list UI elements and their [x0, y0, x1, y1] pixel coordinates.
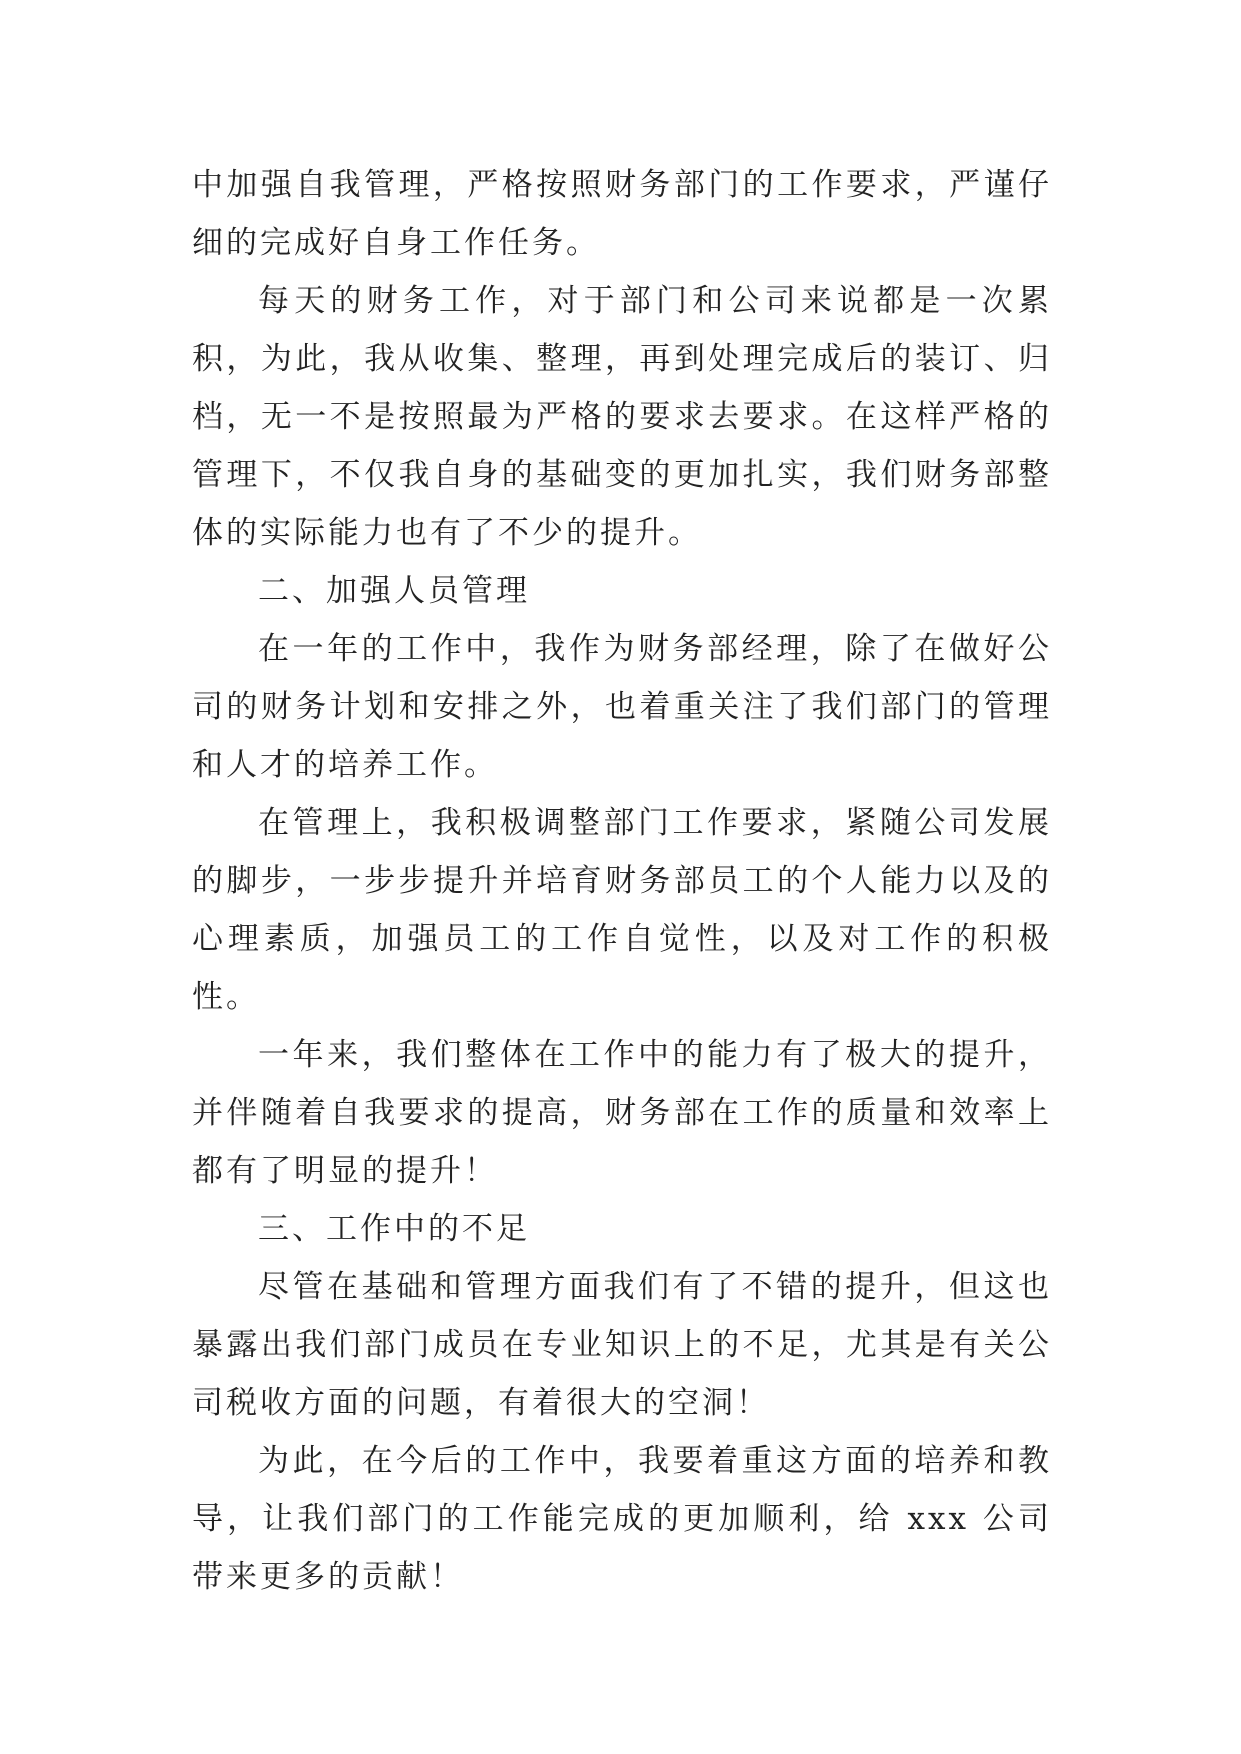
section-heading-personnel-management: 二、加强人员管理: [258, 573, 530, 609]
paragraph-shortcomings-detail: 尽管在基础和管理方面我们有了不错的提升，但这也暴露出我们部门成员在专业知识上的不足，尤其是有关公司税收方面的问题，有着很大的空洞！: [192, 1269, 1052, 1421]
paragraph-daily-finance-work: 每天的财务工作，对于部门和公司来说都是一次累积，为此，我从收集、整理，再到处理完成后的装订、归档，无一不是按照最为严格的要求去要求。在这样严格的管理下，不仅我自身的基础变的更加扎实，我们财务部整体的实际能力也有了不少的提升。: [192, 283, 1052, 551]
paragraph-year-of-work: 在一年的工作中，我作为财务部经理，除了在做好公司的财务计划和安排之外，也着重关注了我们部门的管理和人才的培养工作。: [192, 631, 1052, 783]
paragraph-year-improvement: 一年来，我们整体在工作中的能力有了极大的提升，并伴随着自我要求的提高，财务部在工作的质量和效率上都有了明显的提升！: [192, 1037, 1052, 1189]
paragraph-continuation: 中加强自我管理，严格按照财务部门的工作要求，严谨仔细的完成好自身工作任务。: [192, 167, 1052, 261]
paragraph-management-adjustments: 在管理上，我积极调整部门工作要求，紧随公司发展的脚步，一步步提升并培育财务部员工的个人能力以及的心理素质，加强员工的工作自觉性，以及对工作的积极性。: [192, 805, 1052, 1015]
document-body: [192, 156, 1052, 1606]
paragraph-future-plans: 为此，在今后的工作中，我要着重这方面的培养和教导，让我们部门的工作能完成的更加顺利，给 xxx 公司带来更多的贡献！: [192, 1443, 1052, 1595]
section-heading-shortcomings: 三、工作中的不足: [258, 1211, 530, 1247]
